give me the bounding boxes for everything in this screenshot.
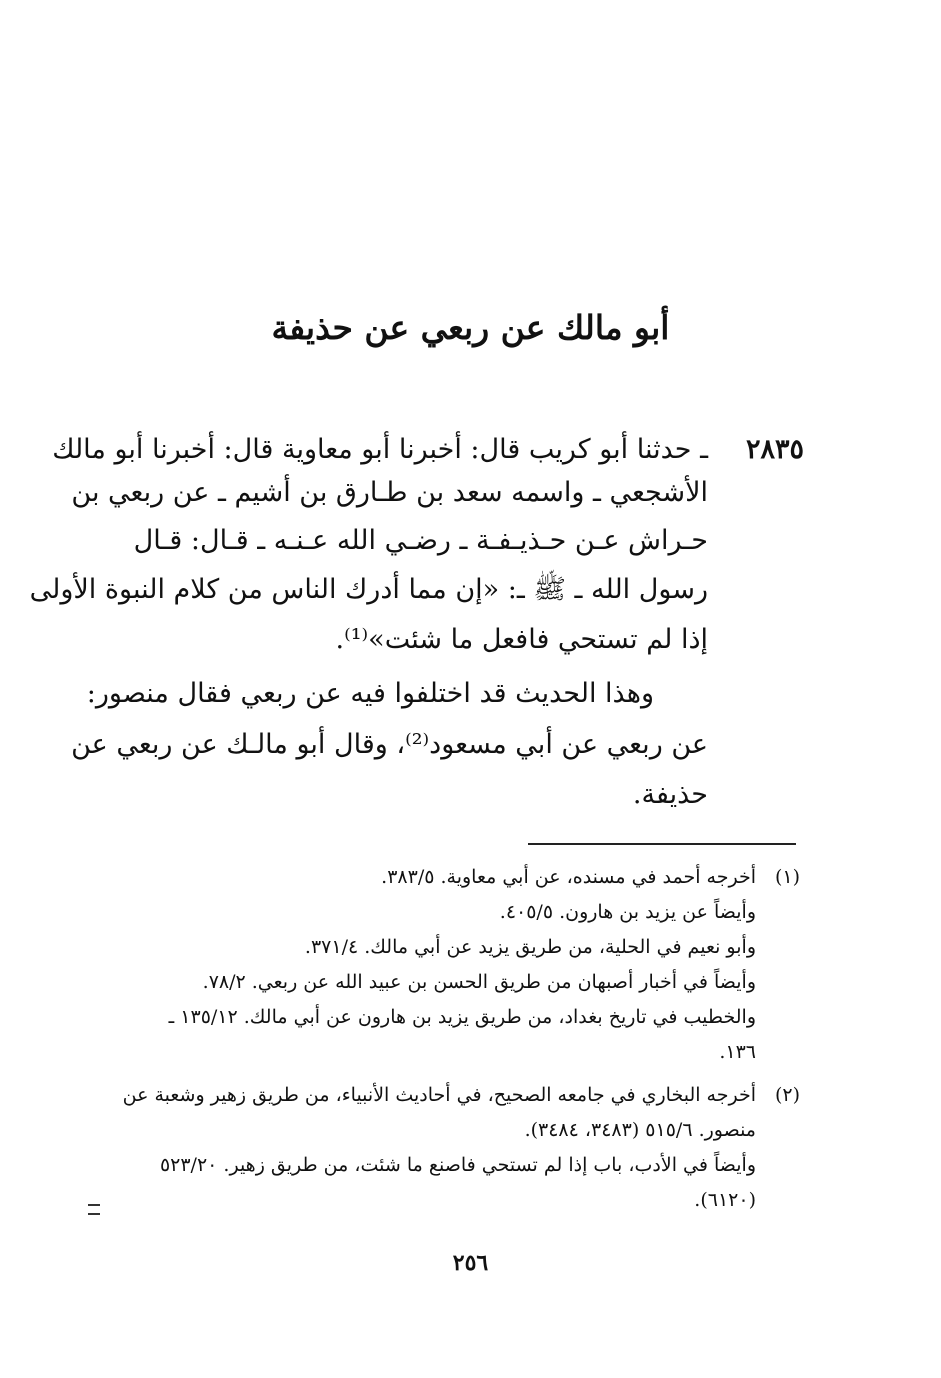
- hadith-line: رسول الله ـ ﷺ ـ: «إن مما أدرك الناس من كلام النبوة الأولى: [29, 574, 708, 605]
- margin-mark: [88, 1204, 100, 1215]
- chapter-title: أبو مالك عن ربعي عن حذيفة: [271, 308, 670, 347]
- commentary-line: عن ربعي عن أبي مسعود⁽²⁾، وقال أبو مالـك عن ربعي عن: [71, 729, 708, 760]
- hadith-line: الأشجعي ـ واسمه سعد بن طـارق بن أشيم ـ عن ربعي بن: [71, 477, 708, 508]
- hadith-line: إذا لم تستحي فافعل ما شئت»⁽¹⁾.: [335, 624, 708, 655]
- hadith-line: حـراش عـن حـذيـفـة ـ رضـي الله عـنـه ـ قـال: قـال: [133, 525, 708, 556]
- footnote-marker: (١): [774, 866, 800, 888]
- footnote-line: منصور. ٥١٥/٦ (٣٤٨٣، ٣٤٨٤).: [524, 1119, 756, 1141]
- footnote-line: أخرجه أحمد في مسنده، عن أبي معاوية. ٣٨٣/٥.: [381, 866, 756, 888]
- commentary-line: حذيفة.: [632, 779, 708, 810]
- footnote-marker: (٢): [774, 1084, 800, 1106]
- footnote-line: والخطيب في تاريخ بغداد، من طريق يزيد بن هارون عن أبي مالك. ١٣٥/١٢ ـ: [168, 1006, 756, 1028]
- hadith-line: ـ حدثنا أبو كريب قال: أخبرنا أبو معاوية قال: أخبرنا أبو مالك: [52, 434, 708, 465]
- hadith-number: ٢٨٣٥: [745, 434, 804, 465]
- footnote-line: أخرجه البخاري في جامعه الصحيح، في أحاديث الأنبياء، من طريق زهير وشعبة عن: [122, 1084, 756, 1106]
- page-number: ٢٥٦: [452, 1250, 489, 1276]
- commentary-line: وهذا الحديث قد اختلفوا فيه عن ربعي فقال منصور:: [86, 678, 654, 709]
- footnote-line: وأيضاً في الأدب، باب إذا لم تستحي فاصنع ما شئت، من طريق زهير. ٥٢٣/٢٠: [159, 1154, 756, 1176]
- footnote-line: (٦١٢٠).: [694, 1189, 756, 1211]
- footnote-line: ١٣٦.: [719, 1041, 756, 1063]
- footnote-line: وأيضاً في أخبار أصبهان من طريق الحسن بن عبيد الله عن ربعي. ٧٨/٢.: [202, 971, 756, 993]
- footnote-line: وأيضاً عن يزيد بن هارون. ٤٠٥/٥.: [499, 901, 756, 923]
- footnote-line: وأبو نعيم في الحلية، من طريق يزيد عن أبي مالك. ٣٧١/٤.: [304, 936, 756, 958]
- footnote-separator: [528, 843, 796, 845]
